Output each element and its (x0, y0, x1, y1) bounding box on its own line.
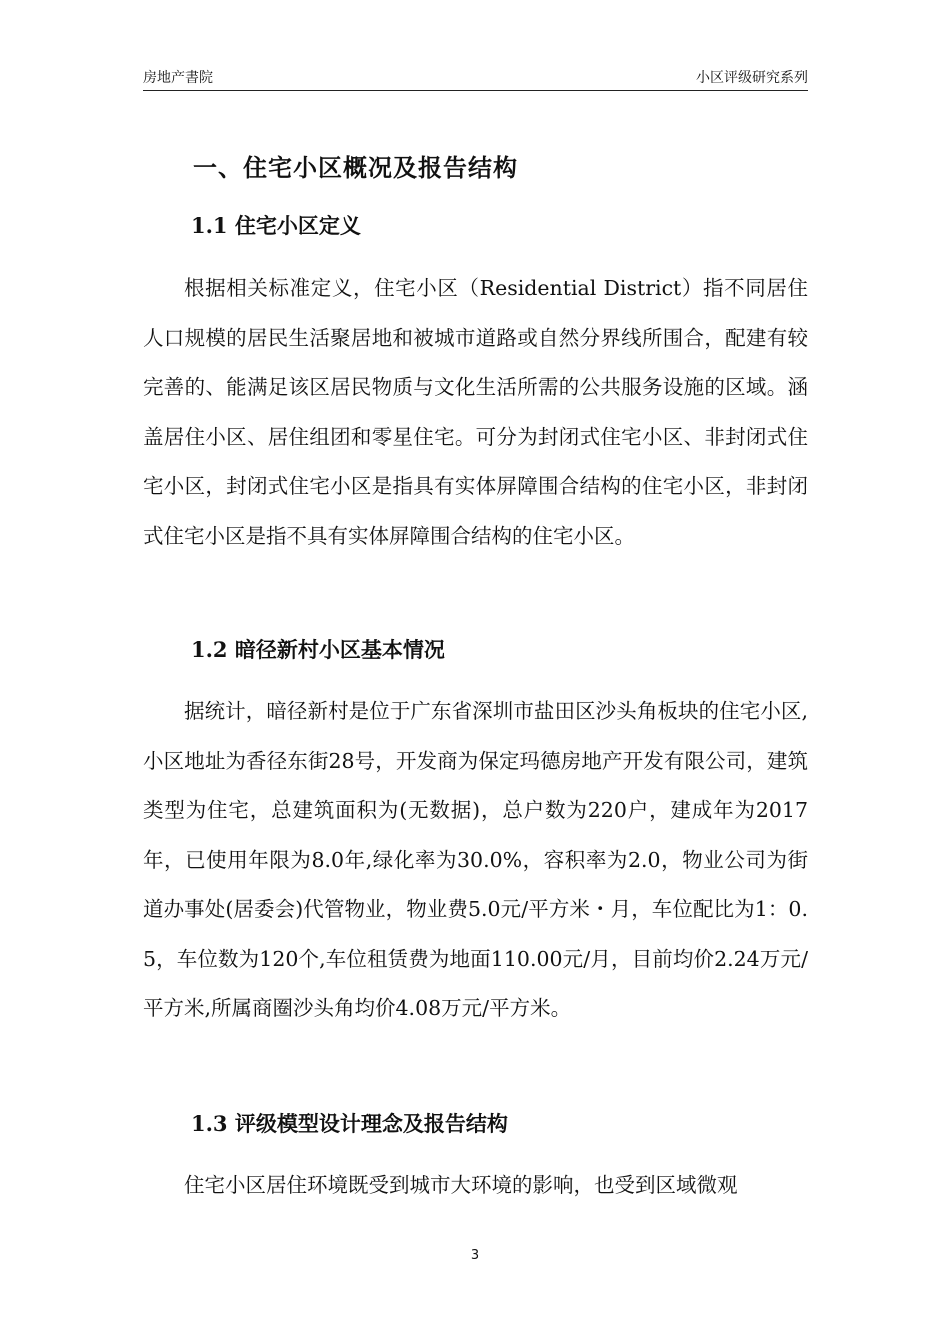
subsection-title-1-2: 1.2 暗径新村小区基本情况 (191, 637, 445, 662)
subsection-title-1-1: 1.1 住宅小区定义 (191, 213, 361, 238)
header-series-title: 小区评级研究系列 (696, 70, 808, 86)
section-title: 一、住宅小区概况及报告结构 (193, 153, 518, 182)
header-publisher: 房地产書院 (143, 70, 213, 86)
page-number: 3 (470, 1248, 480, 1263)
paragraph-model-design: 住宅小区居住环境既受到城市大环境的影响，也受到区域微观 (184, 1173, 738, 1197)
paragraph-basic-info: 据统计，暗径新村是位于广东省深圳市盐田区沙头角板块的住宅小区,小区地址为香径东街28号，开发商为保定玛德房地产开发有限公司，建筑类型为住宅，总建筑面积为(无数据)，总户数为220户，建成年为2017年，已使用年限为8.0年,绿化率为30.0%，容积率为2.0，物业公司为街道办事处(居委会)代管物业，物业费5.0元/平方米・月，车位配比为1：0.5，车位数为120个,车位租赁费为地面110.00元/月，目前均价2.24万元/平方米,所属商圈沙头角均价4.08万元/平方米。 (143, 699, 808, 1020)
page-header (143, 64, 808, 91)
subsection-title-1-3: 1.3 评级模型设计理念及报告结构 (191, 1111, 508, 1136)
paragraph-definition: 根据相关标准定义，住宅小区（Residential District）指不同居住人口规模的居民生活聚居地和被城市道路或自然分界线所围合，配建有较完善的、能满足该区居民物质与文化生活所需的公共服务设施的区域。涵盖居住小区、居住组团和零星住宅。可分为封闭式住宅小区、非封闭式住宅小区，封闭式住宅小区是指具有实体屏障围合结构的住宅小区，非封闭式住宅小区是指不具有实体屏障围合结构的住宅小区。 (143, 276, 808, 548)
